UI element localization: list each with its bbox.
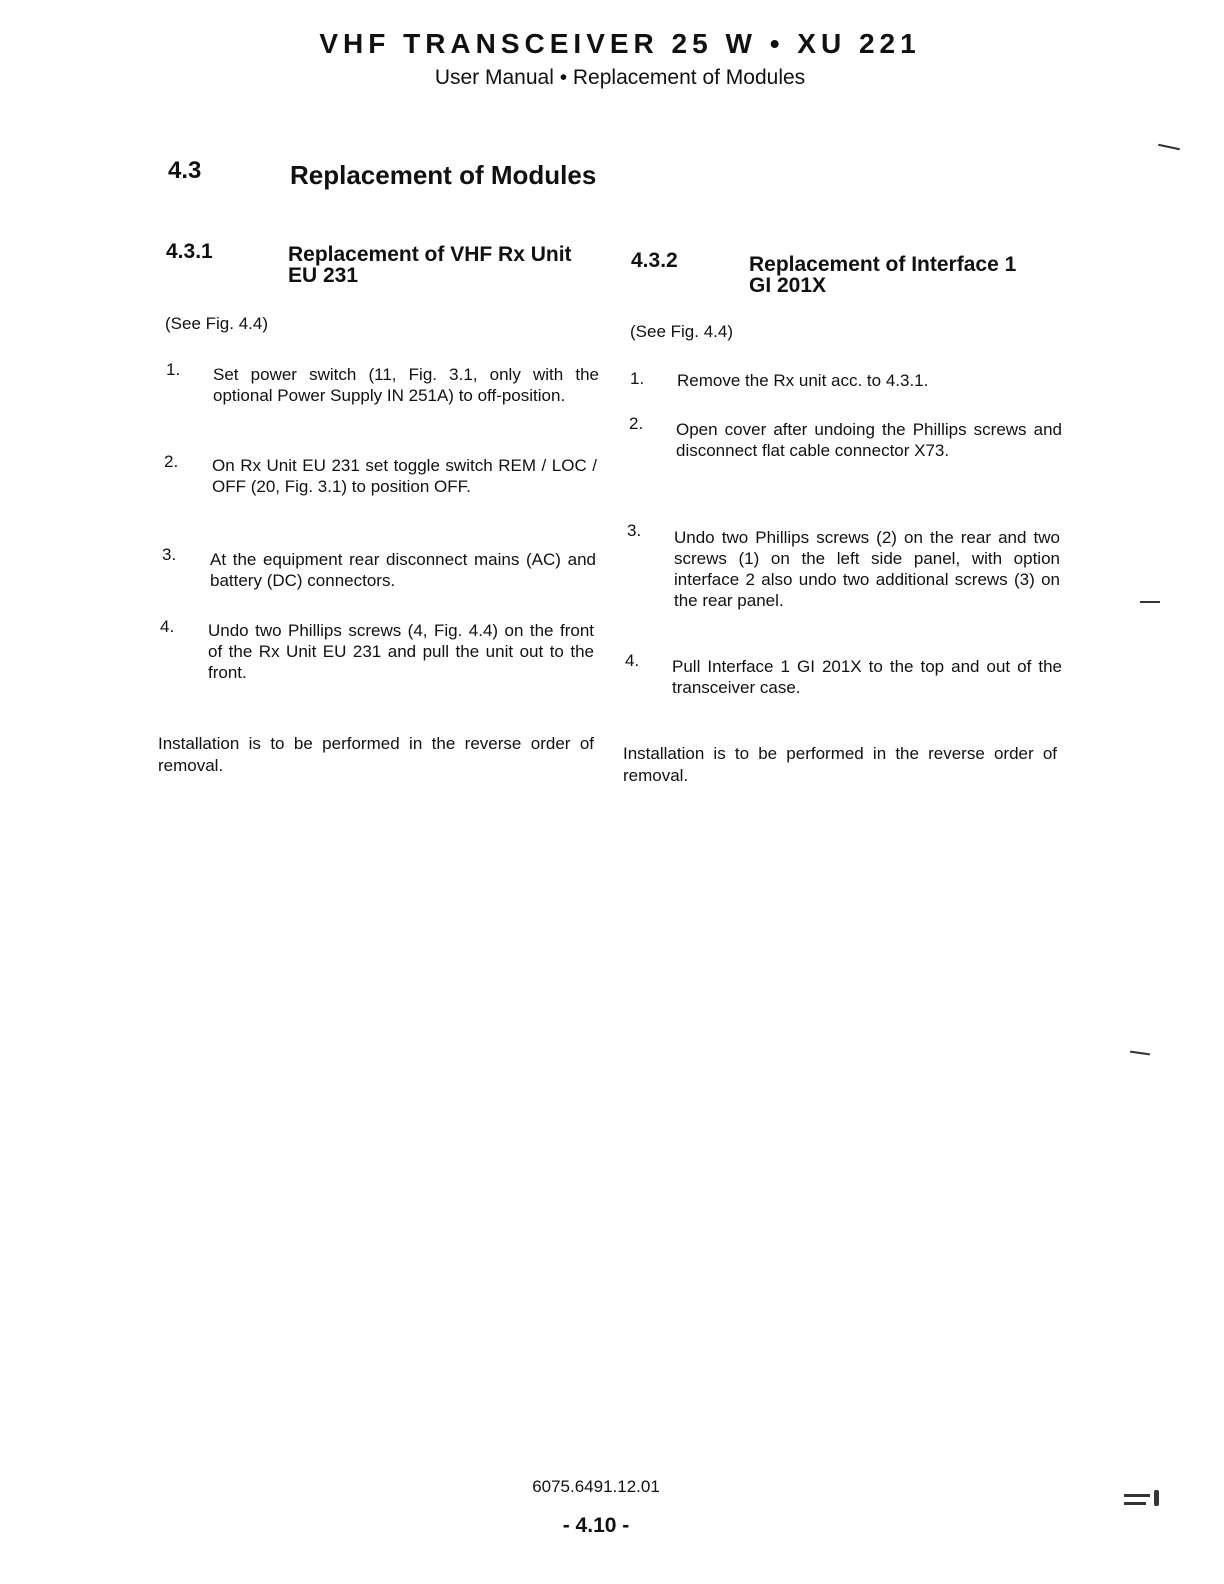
subsection-number: 4.3.1 (166, 240, 213, 263)
list-item-text: At the equipment rear disconnect mains (AC) and battery (DC) connectors. (210, 550, 596, 590)
figure-reference: (See Fig. 4.4) (165, 314, 268, 333)
scan-mark (1124, 1494, 1150, 1497)
list-item-text: On Rx Unit EU 231 set toggle switch REM / LOC / OFF (20, Fig. 3.1) to position OFF. (212, 456, 597, 496)
subsection-title (749, 254, 1069, 296)
list-item-number: 1. (630, 369, 645, 388)
list-item-text: Undo two Phillips screws (4, Fig. 4.4) on the front of the Rx Unit EU 231 and pull the unit out to the front. (208, 621, 594, 682)
list-item-text: Pull Interface 1 GI 201X to the top and out of the transceiver case. (672, 657, 1062, 697)
subsection-title-line: EU 231 (288, 264, 359, 287)
scan-mark (1124, 1502, 1146, 1505)
installation-note: Installation is to be performed in the reverse order of removal. (158, 734, 594, 775)
scan-mark (1140, 601, 1160, 603)
list-item-text: Remove the Rx unit acc. to 4.3.1. (677, 371, 929, 390)
list-item-number: 2. (164, 452, 179, 471)
page-number: - 4.10 - (562, 1514, 630, 1537)
document-number: 6075.6491.12.01 (532, 1477, 660, 1496)
list-item-text: Undo two Phillips screws (2) on the rear and two screws (1) on the left side panel, with option interface 2 also undo two additional screws (3) on the rear panel. (674, 528, 1060, 610)
list-item-number: 3. (162, 545, 177, 564)
subsection-number: 4.3.2 (631, 249, 678, 272)
subsection-title-line: Replacement of VHF Rx Unit (288, 243, 572, 266)
subsection-title-line: GI 201X (749, 274, 827, 297)
scan-mark (1158, 144, 1180, 151)
list-item-number: 4. (625, 651, 640, 670)
manual-header-subtitle: User Manual • Replacement of Modules (434, 66, 806, 89)
scan-mark (1154, 1490, 1159, 1506)
list-item-number: 2. (629, 414, 644, 433)
figure-reference: (See Fig. 4.4) (630, 322, 733, 341)
subsection-title-line: Replacement of Interface 1 (749, 253, 1017, 276)
manual-header-title: VHF TRANSCEIVER 25 W • XU 221 (319, 28, 921, 59)
section-title: Replacement of Modules (290, 160, 597, 190)
list-item-number: 4. (160, 617, 175, 636)
section-number: 4.3 (168, 157, 202, 184)
installation-note: Installation is to be performed in the reverse order of removal. (623, 744, 1057, 785)
list-item-number: 1. (166, 360, 181, 379)
list-item-number: 3. (627, 521, 642, 540)
subsection-title (288, 244, 608, 286)
list-item-text: Open cover after undoing the Phillips screws and disconnect flat cable connector X73. (676, 420, 1062, 460)
list-item-text: Set power switch (11, Fig. 3.1, only with the optional Power Supply IN 251A) to off-position. (213, 365, 599, 405)
scan-mark (1130, 1051, 1150, 1056)
